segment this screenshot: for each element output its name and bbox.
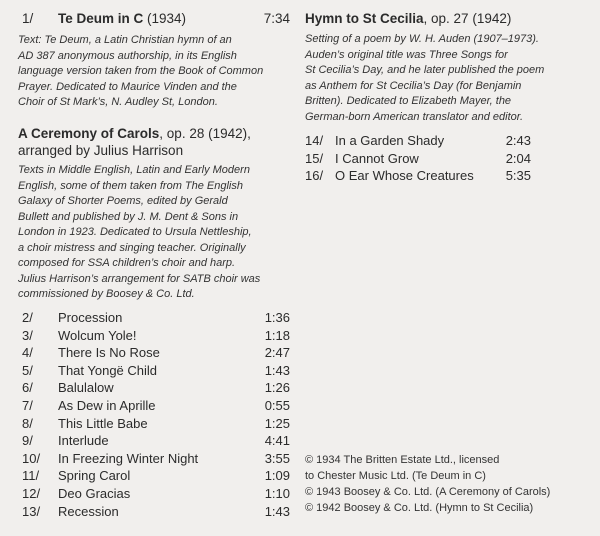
work-opus: , op. 27 (1942) (423, 11, 512, 26)
track-number: 3/ (22, 327, 33, 343)
track-duration: 2:43 (505, 133, 531, 148)
note-line: German-born American translator and editor. (305, 110, 524, 123)
copyright-line: © 1934 The Britten Estate Ltd., licensed (305, 454, 500, 466)
track-number: 12/ (22, 485, 41, 501)
note-line: Setting of a poem by W. H. Auden (1907–1973). (305, 33, 539, 45)
track-duration: 1:43 (264, 503, 290, 519)
note-line: London in 1923. Dedicated to Ursula Nettleship, (18, 226, 252, 238)
track-number: 2/ (22, 310, 33, 325)
carols-track-list (18, 309, 290, 520)
track-number: 4/ (22, 345, 33, 361)
note-line: commissioned by Boosey & Co. Ltd. (18, 288, 195, 300)
note-line: as Anthem for St Cecilia’s Day (for Benjamin (305, 79, 522, 92)
track-row (18, 467, 290, 485)
note-line: a choir mistress and singing teacher. Originally (18, 241, 246, 254)
track-row (18, 309, 290, 327)
track-row (18, 432, 290, 450)
hymn-heading (305, 10, 590, 27)
track-row (18, 327, 290, 345)
note-line: language version taken from the Book of Common (18, 65, 264, 77)
track-duration: 1:25 (264, 415, 290, 431)
track-number: 11/ (22, 468, 40, 484)
hymn-note (305, 32, 590, 125)
note-line: Bullett and published by J. M. Dent & Sons in (18, 210, 239, 223)
copyright-line: © 1942 Boosey & Co. Ltd. (Hymn to St Cecilia) (305, 502, 534, 514)
track-row (18, 362, 290, 380)
work-arranger: arranged by Julius Harrison (18, 143, 184, 158)
track-title: Deo Gracias (58, 485, 131, 501)
note-line: English, some of them taken from The English (18, 179, 243, 192)
track-number: 7/ (22, 397, 33, 413)
track-title: Balulalow (58, 380, 114, 396)
track-title: O Ear Whose Creatures (335, 168, 474, 184)
track-title: Spring Carol (58, 468, 131, 484)
track-row (18, 397, 290, 415)
track-duration: 4:41 (264, 433, 290, 449)
track-duration: 1:09 (264, 468, 290, 484)
track-number: 8/ (22, 415, 33, 431)
track-duration: 1:36 (264, 310, 290, 325)
track-duration: 1:26 (264, 380, 290, 396)
track-title: Recession (58, 503, 119, 519)
note-line: Auden’s original title was Three Songs for (305, 48, 508, 61)
track-row (305, 132, 531, 150)
track-duration: 0:55 (264, 397, 290, 413)
track-number: 10/ (22, 450, 41, 466)
copyright-line: to Chester Music Ltd. (Te Deum in C) (305, 470, 486, 482)
work-year: (1934) (147, 11, 187, 26)
note-line: Text: Te Deum, a Latin Christian hymn of an (18, 34, 232, 46)
note-line: St Cecilia’s Day, and he later published the poem (305, 64, 545, 76)
track-duration: 7:34 (263, 11, 290, 26)
track-number: 14/ (305, 133, 324, 148)
track-row (305, 167, 531, 185)
track-title: In Freezing Winter Night (58, 450, 199, 466)
track-number: 13/ (22, 503, 41, 519)
track-title: I Cannot Grow (335, 150, 419, 166)
track-duration: 1:10 (264, 485, 290, 501)
track-title: Procession (58, 310, 123, 325)
copyright-line: © 1943 Boosey & Co. Ltd. (A Ceremony of Carols) (305, 486, 551, 498)
track-row (18, 379, 290, 397)
track-title: In a Garden Shady (335, 133, 445, 148)
track-row (305, 150, 531, 168)
track-title: As Dew in Aprille (58, 397, 156, 413)
track-title: That Yongë Child (58, 362, 158, 378)
track-duration: 2:47 (264, 345, 290, 361)
track-row (18, 485, 290, 503)
track-number: 16/ (305, 168, 324, 184)
track-te-deum (18, 10, 290, 28)
track-number: 5/ (22, 362, 33, 378)
carols-heading (18, 125, 298, 159)
track-number: 1/ (22, 11, 34, 26)
copyright-notice (305, 452, 590, 516)
track-title: There Is No Rose (58, 345, 160, 361)
track-number: 6/ (22, 380, 33, 396)
track-number: 15/ (305, 150, 324, 166)
note-line: Julius Harrison’s arrangement for SATB choir was (18, 272, 261, 285)
note-line: Prayer. Dedicated to Maurice Vinden and the (18, 80, 237, 93)
track-row (18, 503, 290, 521)
carols-note (18, 163, 300, 303)
track-duration: 1:18 (264, 327, 290, 343)
hymn-track-list (305, 132, 531, 185)
track-duration: 1:43 (264, 362, 290, 378)
note-line: Galaxy of Shorter Poems, edited by Gerald (18, 195, 228, 207)
work-title: A Ceremony of Carols (18, 126, 160, 141)
note-line: Choir of St Mark’s, N. Audley St, London. (18, 96, 218, 108)
note-line: AD 387 anonymous authorship, in its English (18, 49, 237, 62)
track-number: 9/ (22, 433, 33, 449)
track-row (18, 344, 290, 362)
work-title: Hymn to St Cecilia (305, 11, 424, 26)
track-duration: 3:55 (264, 450, 290, 466)
te-deum-note (18, 33, 298, 111)
track-title: Wolcum Yole! (58, 327, 137, 343)
note-line: Texts in Middle English, Latin and Early Modern (18, 164, 250, 176)
work-title: Te Deum in C (58, 11, 144, 26)
track-row (18, 415, 290, 433)
track-row (18, 450, 290, 468)
track-title: Interlude (58, 433, 109, 449)
track-title: This Little Babe (58, 415, 148, 431)
track-duration: 2:04 (505, 150, 531, 166)
note-line: Britten). Dedicated to Elizabeth Mayer, the (305, 95, 512, 107)
work-opus: , op. 28 (1942), (159, 126, 251, 141)
track-duration: 5:35 (505, 168, 531, 184)
note-line: composed for SSA children’s choir and harp. (18, 257, 236, 269)
